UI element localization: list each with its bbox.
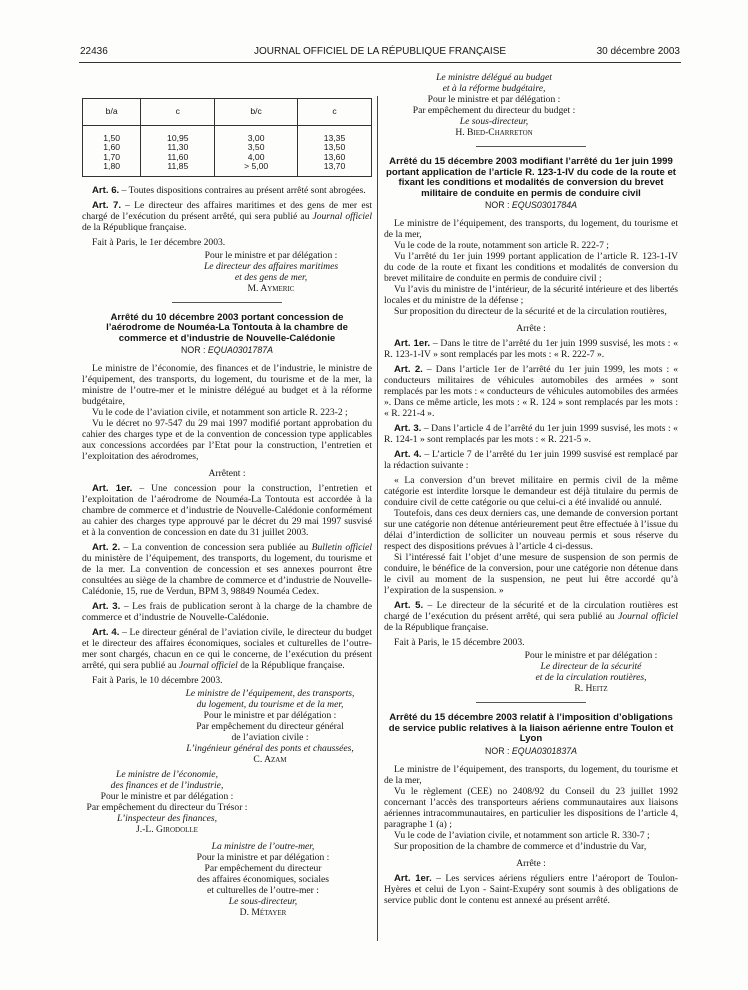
signature-date: Fait à Paris, le 10 décembre 2003.	[92, 675, 223, 687]
table-header: b/c	[215, 99, 298, 126]
table-cell: 11,60	[167, 151, 189, 162]
header-rule	[79, 62, 681, 63]
table-column	[141, 126, 215, 177]
table-column	[215, 126, 298, 177]
article-3: Art. 3. – Les frais de publication seront à la charge de la chambre de commerce et d’industrie de Nouvelle-Calédonie.	[82, 601, 372, 624]
table-cell: 3,00	[247, 133, 265, 143]
signatory-name: J.-L. Girodolle	[136, 824, 198, 836]
signatory-name: H. Bied-Charreton	[455, 127, 533, 138]
preamble: Vu le code de l’aviation civile, et notamment son article R. 223-2 ;	[92, 407, 348, 419]
signatory-name: C. Azam	[253, 754, 287, 766]
article-2: Art. 2. – La convention de concession sera publiée au Bulletin officiel du ministère de l’équipement, des transports, du logement, du tourisme et de la mer. La convention de concession et ses annexes pourront être consultées au siège de la chambre de commerce et d’industrie de Nouvelle-Calédonie, 15, rue de Verdun, BPM 3, 98849 Nouméa Cedex.	[82, 542, 372, 598]
article-5: Art. 5. – Le directeur de la sécurité et de la circulation routières est chargé de l’exécution du présent arrêté, qui sera publié au Journal officiel de la République française.	[384, 600, 678, 633]
table-cell: 13,60	[323, 151, 346, 162]
article-2: Art. 2. – Dans l’article 1er de l’arrêté du 1er juin 1999, les mots : « conducteurs militaires de véhicules automobiles des armées » sont remplacés par les mots : « conducteurs de véhicules automobiles des armées ». Dans ce même article, les mots : « R. 124 » sont remplacés par les mots : « R. 221-4 ».	[384, 364, 678, 419]
ratio-table	[82, 98, 372, 177]
table-cell: 1,70	[103, 151, 121, 162]
nor-reference: NOR : EQUA0301787A	[181, 345, 273, 356]
signatory-name: D. Métayer	[239, 907, 287, 919]
article-4: Art. 4. – L’article 7 de l’arrêté du 1er juin 1999 susvisé est remplacé par la rédaction suivante :	[384, 449, 678, 471]
table-cell: 1,60	[103, 142, 121, 153]
table-column	[297, 126, 371, 177]
preamble: Vu l’avis du ministre de l’intérieur, de la sécurité intérieure et des libertés locales et du ministre de la défense ;	[384, 284, 678, 306]
table-cell: 1,80	[103, 161, 121, 172]
table-cell: 11,85	[167, 161, 189, 172]
table-header: b/a	[83, 99, 141, 126]
table-cell: 11,30	[167, 142, 189, 153]
nor-reference: NOR : EQUA0301837A	[485, 745, 577, 756]
separator	[476, 702, 586, 703]
quoted-text: Si l’intéressé fait l’objet d’une mesure de suspension de son permis de conduire, le bénéfice de la conversion, pour une catégorie non détenue dans le civil au moment de la suspension, ne peut lui être accordé qu’à l’expiration de la suspension. »	[384, 552, 678, 596]
article-3: Art. 3. – Dans l’article 4 de l’arrêté du 1er juin 1999 susvisé, les mots : « R. 124-1 » sont remplacés par les mots : « R. 221-5 ».	[384, 423, 678, 445]
arrete-heading: Arrête :	[516, 857, 546, 869]
preamble: Vu le décret no 97-547 du 29 mai 1997 modifié portant approbation du cahier des charges type et de la convention de concession type applicables aux concessions accordées par l’Etat pour la construction, l’entretien et l’exploitation des aérodromes,	[82, 418, 372, 463]
page-header	[80, 46, 680, 60]
table-header: c	[141, 99, 215, 126]
preamble: Vu le code de la route, notamment son article R. 222-7 ;	[394, 240, 609, 251]
preamble: Vu le règlement (CEE) no 2408/92 du Conseil du 23 juillet 1992 concernant l’accès des transporteurs aériens communautaires aux liaisons aériennes intracommunautaires, en particulier les dispositions de l’article 4, paragraphe 1 (a) ;	[384, 785, 678, 830]
journal-title: JOURNAL OFFICIEL DE LA RÉPUBLIQUE FRANÇAISE	[253, 46, 507, 57]
preamble: Le ministre de l’équipement, des transports, du logement, du tourisme et de la mer,	[384, 218, 678, 240]
column-divider	[377, 96, 378, 941]
decree-title: Arrêté du 10 décembre 2003 portant concession de l’aérodrome de Nouméa-La Tontouta à la chambre de commerce et d’industrie de Nouvelle-Calédonie	[106, 311, 348, 344]
signature-block: Le ministre de l’économie, des finances et de l’industrie, Pour le ministre et par délégation : Par empêchement du directeur du Trésor : L’inspecteur des finances, J.-L. Girodolle	[82, 769, 252, 835]
table-cell: 10,95	[167, 133, 189, 143]
signature-block: Pour le ministre et par délégation : Le directeur de la sécurité et de la circulation routières, R. Heitz	[504, 650, 678, 694]
signature-date: Fait à Paris, le 1er décembre 2003.	[92, 236, 226, 248]
table-cell: > 5,00	[244, 161, 269, 172]
signature-block: Le ministre de l’équipement, des transports, du logement, du tourisme et de la mer, Pour le ministre et par délégation : Par empêchement du directeur général de l’aviation civile : L’ingénieur général des ponts et chaussées, C. Azam	[168, 688, 372, 765]
preamble: Vu l’arrêté du 1er juin 1999 portant application de l’article R. 123-1-IV du code de la route et fixant les conditions et modalités de conversion du brevet militaire de conduite en permis de conduire civil ;	[384, 251, 678, 284]
right-column	[384, 70, 678, 906]
article-6: Art. 6. – Toutes dispositions contraires au présent arrêté sont abrogées.	[92, 184, 366, 196]
table-cell: 13,70	[323, 161, 346, 172]
table-cell: 4,00	[247, 151, 265, 162]
separator	[172, 302, 282, 303]
issue-date: 30 décembre 2003	[596, 46, 680, 57]
table-cell: 13,35	[323, 133, 346, 143]
table-cell: 13,50	[323, 142, 346, 153]
left-column	[82, 70, 372, 918]
table-header: c	[297, 99, 371, 126]
signatory-name: M. Aymeric	[247, 282, 295, 294]
signature-block: Pour le ministre et par délégation : Le directeur des affaires maritimes et des gens de mer, M. Aymeric	[82, 250, 372, 294]
signature-date: Fait à Paris, le 15 décembre 2003.	[394, 637, 525, 648]
article-1: Art. 1er. – Les services aériens réguliers entre l’aéroport de Toulon-Hyères et celui de Lyon - Saint-Exupéry sont soumis à des obligations de service public dont le contenu est annexé au présent arrêté.	[384, 872, 678, 906]
table-column	[83, 126, 141, 177]
quoted-text: « La conversion d’un brevet militaire en permis civil de la même catégorie est interdite lorsque le demandeur est déjà titulaire du permis de conduire civil de cette catégorie ou que celui-ci a été invalidé ou annulé.	[384, 475, 678, 508]
decree-title: Arrêté du 15 décembre 2003 modifiant l’arrêté du 1er juin 1999 portant application de l’article R. 123-1-IV du code de la route et fixant les conditions et modalités de conversion du brevet militaire de conduite en permis de conduire civil	[385, 156, 676, 199]
arrete-heading: Arrête :	[516, 323, 546, 334]
article-4: Art. 4. – Le directeur général de l’aviation civile, le directeur du budget et le directeur des affaires économiques, sociales et culturelles de l’outre-mer sont chargés, chacun en ce qui le concerne, de l’exécution du présent arrêté, qui sera publié au Journal officiel de la République française.	[82, 627, 372, 672]
quoted-text: Toutefois, dans ces deux derniers cas, une demande de conversion portant sur une catégorie non détenue antérieurement peut être effectuée à l’issue du délai d’interdiction de solliciter un nouveau permis et sous réserve du respect des dispositions prévues à l’article 4 ci-dessus.	[384, 508, 678, 552]
preamble: Le ministre de l’équipement, des transports, du logement, du tourisme et de la mer,	[384, 763, 678, 786]
signatory-name: R. Heitz	[574, 683, 608, 694]
decree-title: Arrêté du 15 décembre 2003 relatif à l’imposition d’obligations de service public relatives à la liaison aérienne entre Toulon et Lyon	[388, 712, 674, 744]
separator	[476, 146, 586, 147]
article-7: Art. 7. – Le directeur des affaires maritimes et des gens de mer est chargé de l’exécution du présent arrêté, qui sera publié au Journal officiel de la République française.	[82, 199, 372, 233]
table-cell: 1,50	[103, 133, 121, 143]
article-1: Art. 1er. – Une concession pour la construction, l’entretien et l’exploitation de l’aérodrome de Nouméa-La Tontouta est accordée à la chambre de commerce et d’industrie de Nouvelle-Calédonie conformément au cahier des charges type approuvé par le décret du 29 mai 1997 susvisé et à la convention de concession en date du 31 juillet 2003.	[82, 483, 372, 539]
page-number: 22436	[80, 46, 108, 57]
preamble: Vu le code de l’aviation civile, et notamment son article R. 330-7 ;	[394, 829, 650, 841]
arretent-heading: Arrêtent :	[208, 468, 246, 480]
nor-reference: NOR : EQUS0301784A	[485, 200, 577, 210]
preamble: Le ministre de l’économie, des finances et de l’industrie, le ministre de l’équipement, des transports, du logement, du tourisme et de la mer, la ministre de l’outre-mer et le ministre délégué au budget et à la réforme budgétaire,	[82, 363, 372, 408]
preamble: Sur proposition du directeur de la sécurité et de la circulation routières,	[394, 306, 667, 317]
table-cell: 3,50	[247, 142, 265, 153]
article-1: Art. 1er. – Dans le titre de l’arrêté du 1er juin 1999 susvisé, les mots : « R. 123-1-IV » sont remplacés par les mots : « R. 222-7 ».	[384, 338, 678, 360]
signature-block: La ministre de l’outre-mer, Pour la ministre et par délégation : Par empêchement du directeur des affaires économiques, sociales et culturelles de l’outre-mer : Le sous-directeur, D. Métayer	[178, 841, 348, 918]
preamble: Sur proposition de la chambre de commerce et d’industrie du Var,	[394, 840, 647, 852]
signature-block: Le ministre délégué au budget et à la réforme budgétaire, Pour le ministre et par délégation : Par empêchement du directeur du budget : Le sous-directeur, H. Bied-Charreton	[384, 72, 604, 138]
